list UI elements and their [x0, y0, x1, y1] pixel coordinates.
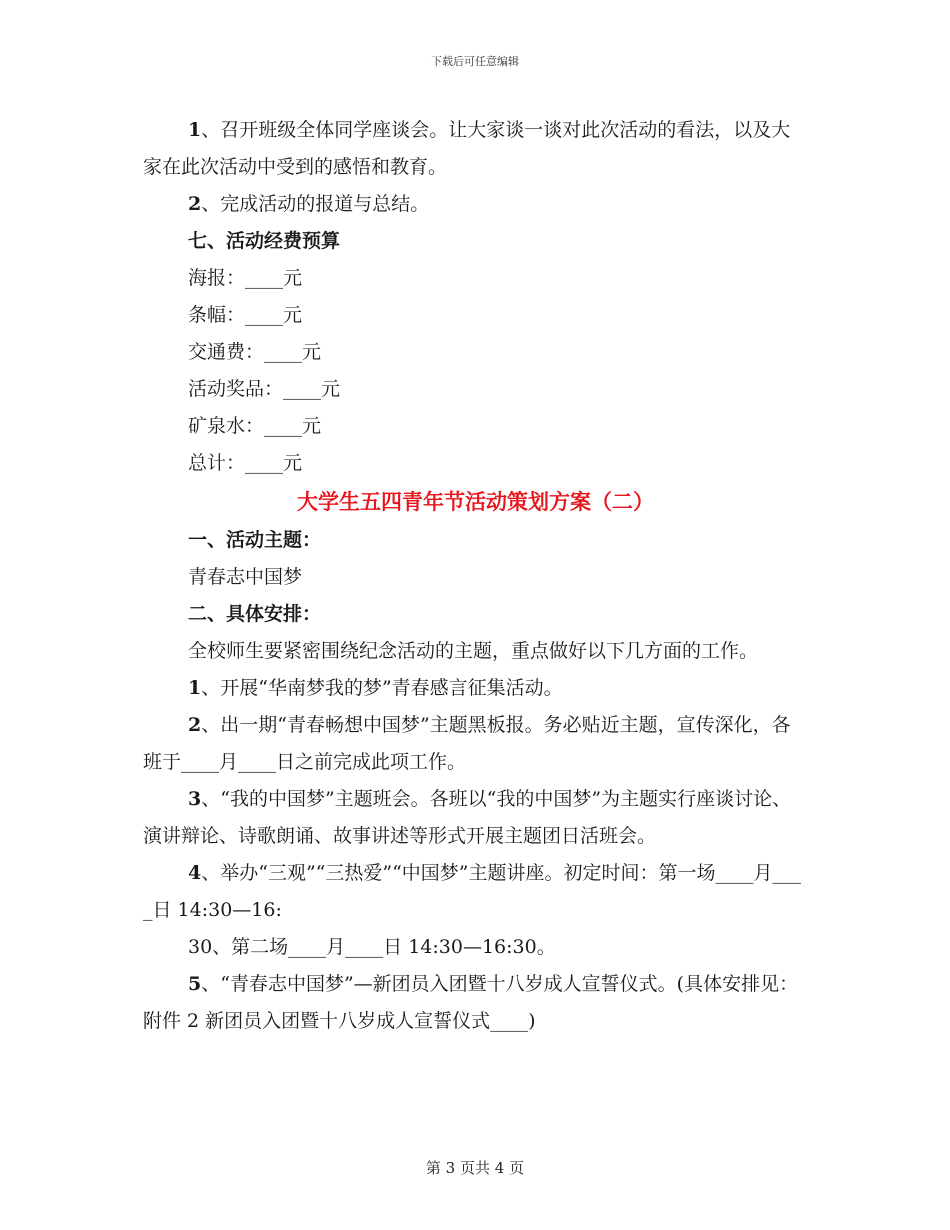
- heading-arrangement: 二、具体安排：: [188, 603, 322, 625]
- list-item: [143, 781, 808, 855]
- item-number: 5: [188, 973, 202, 995]
- item-number: 2: [188, 714, 202, 736]
- item-number: 1: [188, 677, 202, 699]
- paragraph-item-1: [143, 112, 808, 186]
- budget-item: 总计：____元: [188, 452, 303, 474]
- budget-item: 活动奖品：____元: [188, 378, 341, 400]
- list-item: [143, 707, 808, 781]
- item-number: 2: [188, 193, 202, 215]
- item-text: 、召开班级全体同学座谈会。让大家谈一谈对此次活动的看法，以及大家在此次活动中受到的感悟和教育。: [143, 119, 791, 178]
- page-footer: 第 3 页共 4 页: [425, 1159, 525, 1177]
- item-number: 3: [188, 788, 202, 810]
- item-text: 、“青春志中国梦”—新团员入团暨十八岁成人宣誓仪式。(具体安排见：附件 2 新团员入团暨十八岁成人宣誓仪式____): [143, 973, 799, 1032]
- document-body: [143, 112, 808, 1040]
- budget-item: 条幅：____元: [188, 304, 303, 326]
- list-item: [143, 670, 808, 707]
- list-item: [143, 855, 808, 929]
- item-text: 、出一期“青春畅想中国梦”主题黑板报。务必贴近主题，宣传深化，各班于____月____日之前完成此项工作。: [143, 714, 791, 773]
- section-title: 大学生五四青年节活动策划方案（二）: [297, 489, 654, 514]
- budget-item: 矿泉水：____元: [188, 415, 322, 437]
- budget-item: 交通费：____元: [188, 341, 322, 363]
- budget-heading: 七、活动经费预算: [188, 230, 341, 252]
- page-header: 下载后可任意编辑: [431, 55, 519, 68]
- item-text: 、“我的中国梦”主题班会。各班以“我的中国梦”为主题实行座谈讨论、演讲辩论、诗歌朗诵、故事讲述等形式开展主题团日活班会。: [143, 788, 792, 847]
- item-number: 1: [188, 119, 202, 141]
- paragraph-item-2: [143, 186, 808, 223]
- item-number: 4: [188, 862, 202, 884]
- item-text: 、完成活动的报道与总结。: [201, 193, 430, 215]
- theme-text: 青春志中国梦: [188, 566, 303, 588]
- list-item: [143, 966, 808, 1040]
- item-text: 30、第二场____月____日 14:30—16:30。: [188, 936, 556, 958]
- budget-item: 海报：____元: [188, 267, 303, 289]
- item-text: 、举办“三观”“三热爱”“中国梦”主题讲座。初定时间：第一场____月____日 14:30—16:: [143, 862, 802, 921]
- intro-paragraph: 全校师生要紧密围绕纪念活动的主题，重点做好以下几方面的工作。: [188, 640, 759, 662]
- heading-theme: 一、活动主题：: [188, 529, 322, 551]
- item-text: 、开展“华南梦我的梦”青春感言征集活动。: [201, 677, 563, 699]
- list-item: [143, 929, 808, 966]
